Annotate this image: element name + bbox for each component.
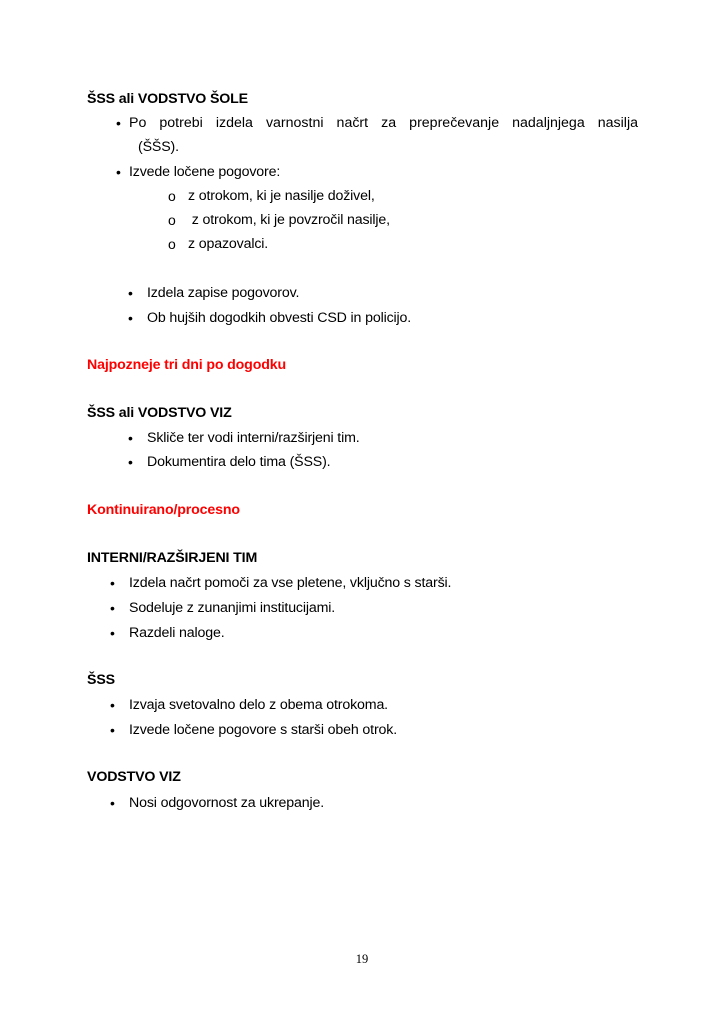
bullet-icon: • <box>128 285 133 301</box>
list-item-zapisi-pogovorov: Izdela zapise pogovorov. <box>147 285 300 301</box>
bullet-icon: • <box>110 722 115 738</box>
circle-bullet-icon: o <box>168 188 176 204</box>
list-item-sklice-tim: Skliče ter vodi interni/razširjeni tim. <box>147 430 360 446</box>
heading-sss-ali-vodstvo-viz: ŠSS ali VODSTVO VIZ <box>87 405 232 421</box>
bullet-icon: • <box>110 697 115 713</box>
list-item-obvesti-csd: Ob hujših dogodkih obvesti CSD in policijo. <box>147 310 412 326</box>
sub-item-otrok-dozivel: z otrokom, ki je nasilje doživel, <box>188 188 375 204</box>
bullet-icon: • <box>110 625 115 641</box>
list-item-sodeluje: Sodeluje z zunanjimi institucijami. <box>129 600 336 616</box>
time-heading-kontinuirano: Kontinuirano/procesno <box>87 502 240 518</box>
list-item-nacrt-pomoci: Izdela načrt pomoči za vse pletene, vključno s starši. <box>129 575 452 591</box>
list-item-odgovornost: Nosi odgovornost za ukrepanje. <box>129 795 325 811</box>
bullet-icon: • <box>116 164 121 180</box>
list-item-continuation: (ŠŠS). <box>138 139 179 155</box>
page-number: 19 <box>355 952 369 966</box>
bullet-icon: • <box>128 310 133 326</box>
heading-sss: ŠSS <box>87 672 115 688</box>
bullet-icon: • <box>128 454 133 470</box>
list-item-locene-pogovore: Izvede ločene pogovore: <box>129 164 281 180</box>
heading-vodstvo-viz: VODSTVO VIZ <box>87 769 181 785</box>
bullet-icon: • <box>116 115 121 131</box>
time-heading-tri-dni: Najpozneje tri dni po dogodku <box>87 357 286 373</box>
heading-sss-ali-vodstvo-sole: ŠSS ali VODSTVO ŠOLE <box>87 91 248 107</box>
bullet-icon: • <box>128 430 133 446</box>
sub-item-otrok-povzrocil: z otrokom, ki je povzročil nasilje, <box>188 212 390 228</box>
heading-interni-razsirjeni-tim: INTERNI/RAZŠIRJENI TIM <box>87 550 258 566</box>
list-item-svetovalno-delo: Izvaja svetovalno delo z obema otrokoma. <box>129 697 388 713</box>
list-item-dokumentira: Dokumentira delo tima (ŠSS). <box>147 454 331 470</box>
list-item-razdeli-naloge: Razdeli naloge. <box>129 625 225 641</box>
circle-bullet-icon: o <box>168 212 176 228</box>
bullet-icon: • <box>110 795 115 811</box>
list-item-varnostni-nacrt: Po potrebi izdela varnostni načrt za preprečevanje nadaljnjega nasilja <box>129 115 638 131</box>
circle-bullet-icon: o <box>168 236 176 252</box>
list-item-pogovori-starsi: Izvede ločene pogovore s starši obeh otrok. <box>129 722 398 738</box>
bullet-icon: • <box>110 600 115 616</box>
bullet-icon: • <box>110 575 115 591</box>
sub-item-opazovalci: z opazovalci. <box>188 236 269 252</box>
